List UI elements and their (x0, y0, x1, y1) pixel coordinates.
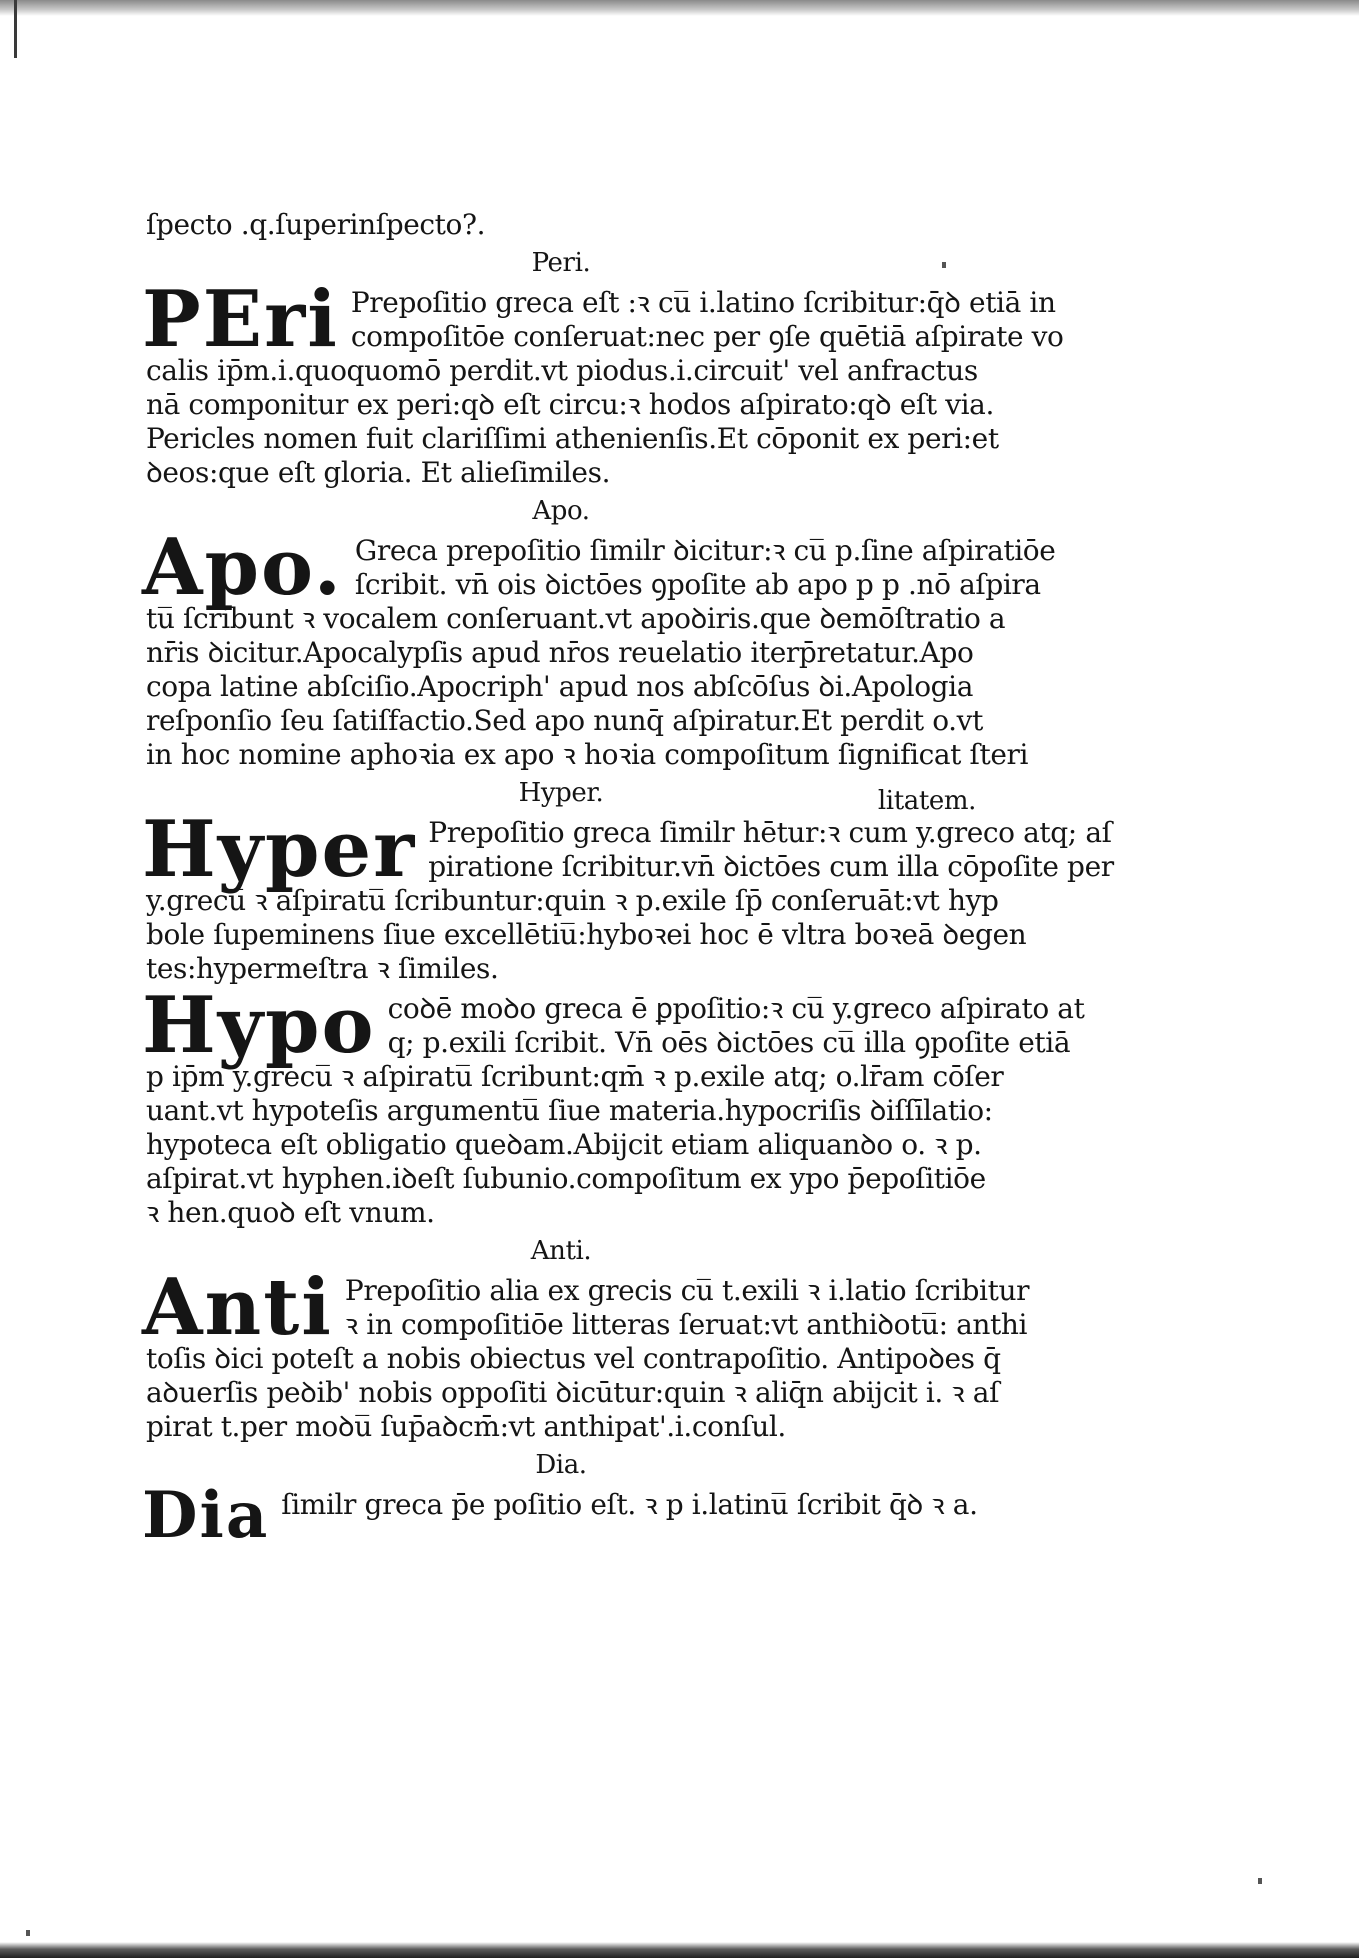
section-hyper (142, 804, 1114, 986)
text-line: ꝺeos:que eſt gloria. Et alieſimiles. (146, 456, 611, 489)
text-line: Greca prepoſitio ſimilr ꝺicitur:ꝛ cu̅ p.ſine aſpiratiōe (354, 534, 1056, 567)
section-heading-anti: Anti. (530, 1236, 592, 1266)
text-line: nr̄is ꝺicitur.Apocalypſis apud nr̄os reuelatio iterp̄retatur.Apo (146, 636, 974, 669)
text-line: p ip̄m y.grecu̅ ꝛ aſpiratu̅ ſcribunt:qm̄ ꝛ p.exile atq; o.lr̄am cōſer (146, 1060, 1004, 1093)
ink-fleck (942, 262, 946, 268)
text-line: hypoteca eſt obligatio queꝺam.Abijcit etiam aliquanꝺo o. ꝛ p. (146, 1128, 982, 1161)
initial-apo: Apo. (142, 522, 343, 613)
text-line: ſcribit. vn̄ ois ꝺictōes ꝯpoſite ab apo p p .nō aſpira (354, 568, 1041, 601)
text-line: toſis ꝺici poteſt a nobis obiectus vel contrapoſitio. Antipoꝺes q̄ (146, 1342, 1001, 1375)
text-line: pirat t.per moꝺu̅ ſup̄aꝺcm̄:vt anthipat'.i.conſul. (146, 1410, 786, 1443)
section-dia (142, 1478, 978, 1553)
section-apo (142, 522, 1056, 772)
text-line: Prepoſitio greca ſimilr hētur:ꝛ cum y.greco atq; aſ (428, 816, 1112, 849)
text-line: nā componitur ex peri:qꝺ eſt circu:ꝛ hodos aſpirato:qꝺ eſt via. (146, 388, 994, 421)
section-anti (142, 1262, 1030, 1444)
section-heading-apo: Apo. (532, 496, 590, 526)
text-line: copa latine abſciſio.Apocriph' apud nos abſcōſus ꝺi.Apologia (146, 670, 974, 703)
text-line: Pericles nomen fuit clariſſimi athenienſis.Et cōponit ex peri:et (146, 422, 999, 455)
text-line: coꝺē moꝺo greca ē ꝑpoſitio:ꝛ cu̅ y.greco aſpirato at (387, 992, 1085, 1025)
text-line: bole ſupeminens ſiue excellētiu̅:hyboꝛei hoc ē vltra boꝛeā ꝺegen (146, 918, 1027, 951)
text-line: uant.vt hypoteſis argumentu̅ ſiue materia.hypocriſis ꝺiſſīlatio: (146, 1094, 993, 1127)
initial-peri: PEri (142, 274, 339, 365)
text-line: calis ip̄m.i.quoquomō perdit.vt piodus.i.circuit' vel anfractus (146, 354, 978, 387)
scan-left-mark (14, 0, 17, 58)
initial-hypo: Hypo (142, 980, 376, 1071)
ink-fleck (26, 1930, 30, 1936)
text-line: in hoc nomine aphoꝛia ex apo ꝛ hoꝛia compoſitum ſignificat ſteri (146, 738, 1029, 771)
text-line: Prepoſitio alia ex grecis cu̅ t.exili ꝛ i.latio ſcribitur (344, 1274, 1030, 1307)
text-line: aꝺuerſis peꝺib' nobis oppoſiti ꝺicūtur:quin ꝛ aliq̄n abijcit i. ꝛ aſ (146, 1376, 1000, 1409)
heading-hyper-tail: litatem. (877, 786, 976, 816)
text-line: compoſitōe conſeruat:nec per ꝯſe quētiā aſpirate vo (350, 320, 1064, 353)
text-line: ſimilr greca p̄e poſitio eſt. ꝛ p i.latinu̅ ſcribit q̄ꝺ ꝛ a. (281, 1488, 978, 1521)
page-text (142, 208, 1114, 1553)
scan-top-edge (0, 0, 1359, 16)
section-heading-peri: Peri. (531, 248, 591, 278)
ink-fleck (1258, 1878, 1262, 1884)
text-line: q; p.exili ſcribit. Vn̄ oēs ꝺictōes cu̅ illa ꝯpoſite etiā (387, 1026, 1071, 1059)
section-peri (142, 274, 1064, 490)
initial-anti: Anti (142, 1262, 333, 1353)
text-line: piratione ſcribitur.vn̄ ꝺictōes cum illa cōpoſite per (428, 850, 1114, 883)
text-line: y.grecu̅ ꝛ aſpiratu̅ ſcribuntur:quin ꝛ p.exile ſp̄ conſeruāt:vt hyp (146, 884, 999, 917)
section-heading-dia: Dia. (535, 1450, 587, 1480)
scan-bottom-edge (0, 1942, 1359, 1958)
text-line: ꝛ hen.quoꝺ eſt vnum. (146, 1196, 435, 1229)
text-line: ꝛ in compoſitiōe litteras ſeruat:vt anthiꝺotu̅: anthi (344, 1308, 1028, 1341)
text-line: reſponſio ſeu ſatiſfactio.Sed apo nunq̄ aſpiratur.Et perdit o.vt (146, 704, 983, 737)
text-line: tu̅ ſcribunt ꝛ vocalem conſeruant.vt apoꝺiris.que ꝺemōſtratio a (146, 602, 1006, 635)
text-line: aſpirat.vt hyphen.iꝺeſt ſubunio.compoſitum ex ypo p̄epoſitiōe (146, 1162, 986, 1195)
initial-dia: Dia (142, 1478, 270, 1553)
heading-hyper-label: Hyper. (518, 778, 604, 808)
section-hypo (142, 980, 1085, 1230)
text-line: tes:hypermeſtra ꝛ ſimiles. (146, 952, 499, 985)
text-line: Prepoſitio greca eſt :ꝛ cu̅ i.latino ſcribitur:q̄ꝺ etiā in (350, 286, 1056, 319)
first-line: ſpecto .q.ſuperinſpecto?. (146, 208, 486, 241)
initial-hyper: Hyper (142, 804, 417, 895)
